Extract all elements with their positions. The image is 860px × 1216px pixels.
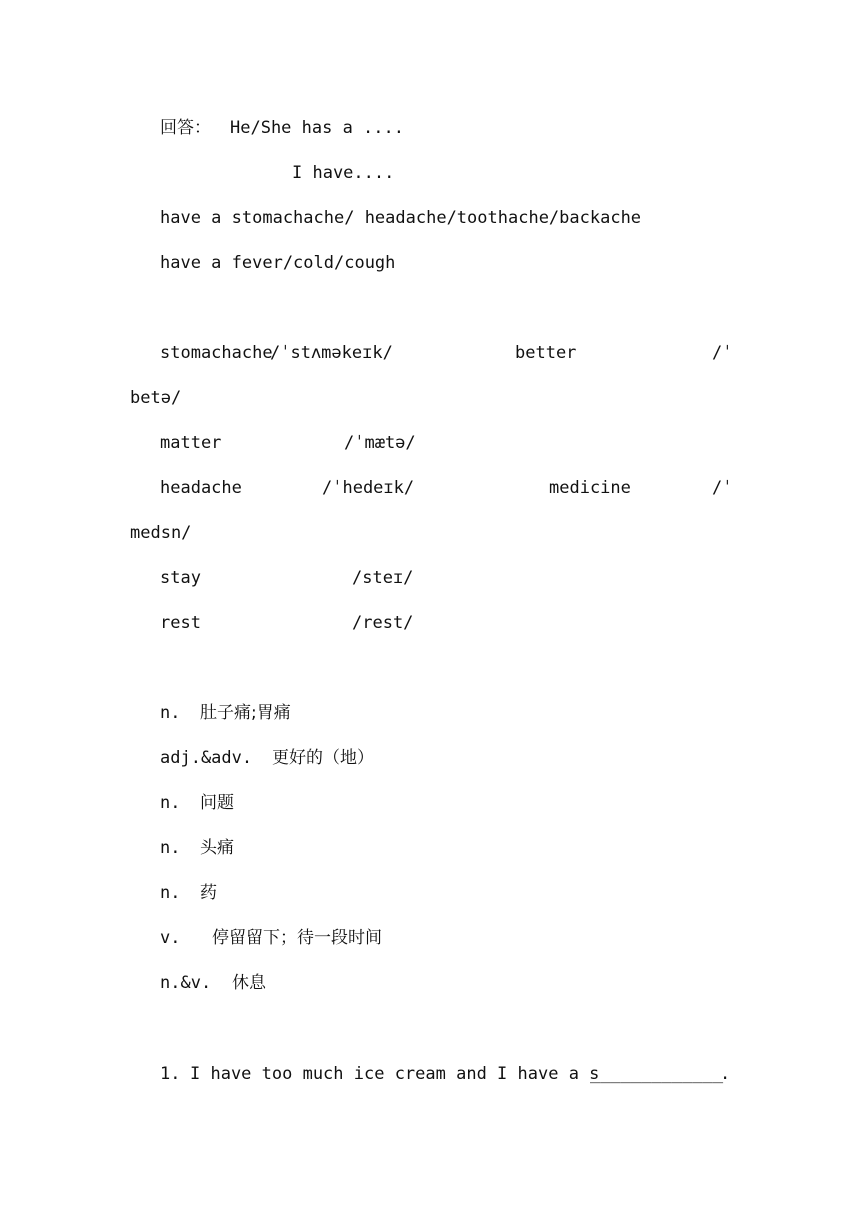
vocab-word-stomachache: stomachache xyxy=(160,343,273,363)
vocab-word-medicine: medicine xyxy=(549,478,631,498)
vocab-word-rest: rest xyxy=(160,613,201,633)
meaning-text: 肚子痛;胃痛 xyxy=(200,703,291,723)
meaning-pos: v. xyxy=(160,928,181,948)
vocab-ipa-rest: /rest/ xyxy=(352,613,414,633)
meaning-pos: adj.&adv. xyxy=(160,748,253,768)
exercise-blank: _____________ xyxy=(590,1064,724,1084)
vocab-ipa-headache: /ˈhedeɪk/ xyxy=(322,478,415,498)
vocab-ipa-better-end: betə/ xyxy=(130,388,182,408)
vocab-ipa-stay: /steɪ/ xyxy=(352,568,414,588)
vocab-word-headache: headache xyxy=(160,478,242,498)
vocab-ipa-better-start: /ˈ xyxy=(712,343,733,363)
meaning-text: 更好的（地） xyxy=(272,748,374,768)
answer-line-2: I have.... xyxy=(292,163,395,183)
vocab-ipa-medicine-start: /ˈ xyxy=(712,478,733,498)
answer-line-1: He/She has a .... xyxy=(230,118,404,138)
phrase-line-1: have a stomachache/ headache/toothache/backache xyxy=(160,208,642,228)
answer-label: 回答： xyxy=(160,118,211,138)
meaning-text: 问题 xyxy=(200,793,234,813)
vocab-ipa-matter: /ˈmætə/ xyxy=(344,433,416,453)
phrase-line-2: have a fever/cold/cough xyxy=(160,253,396,273)
meaning-text: 头痛 xyxy=(200,838,234,858)
exercise-period: . xyxy=(720,1064,731,1084)
vocab-word-better: better xyxy=(515,343,577,363)
meaning-text: 休息 xyxy=(232,973,266,993)
meaning-pos: n.&v. xyxy=(160,973,212,993)
meaning-pos: n. xyxy=(160,883,181,903)
vocab-word-stay: stay xyxy=(160,568,201,588)
exercise-text: I have too much ice cream and I have a s xyxy=(190,1064,600,1084)
vocab-word-matter: matter xyxy=(160,433,222,453)
meaning-pos: n. xyxy=(160,793,181,813)
meaning-text: 药 xyxy=(200,883,217,903)
exercise-number: 1. xyxy=(160,1064,181,1084)
meaning-pos: n. xyxy=(160,838,181,858)
vocab-ipa-medicine-end: medsn/ xyxy=(130,523,192,543)
meaning-pos: n. xyxy=(160,703,181,723)
vocab-ipa-stomachache: /ˈstʌməkeɪk/ xyxy=(270,343,393,363)
meaning-text: 停留留下；待一段时间 xyxy=(212,928,382,948)
